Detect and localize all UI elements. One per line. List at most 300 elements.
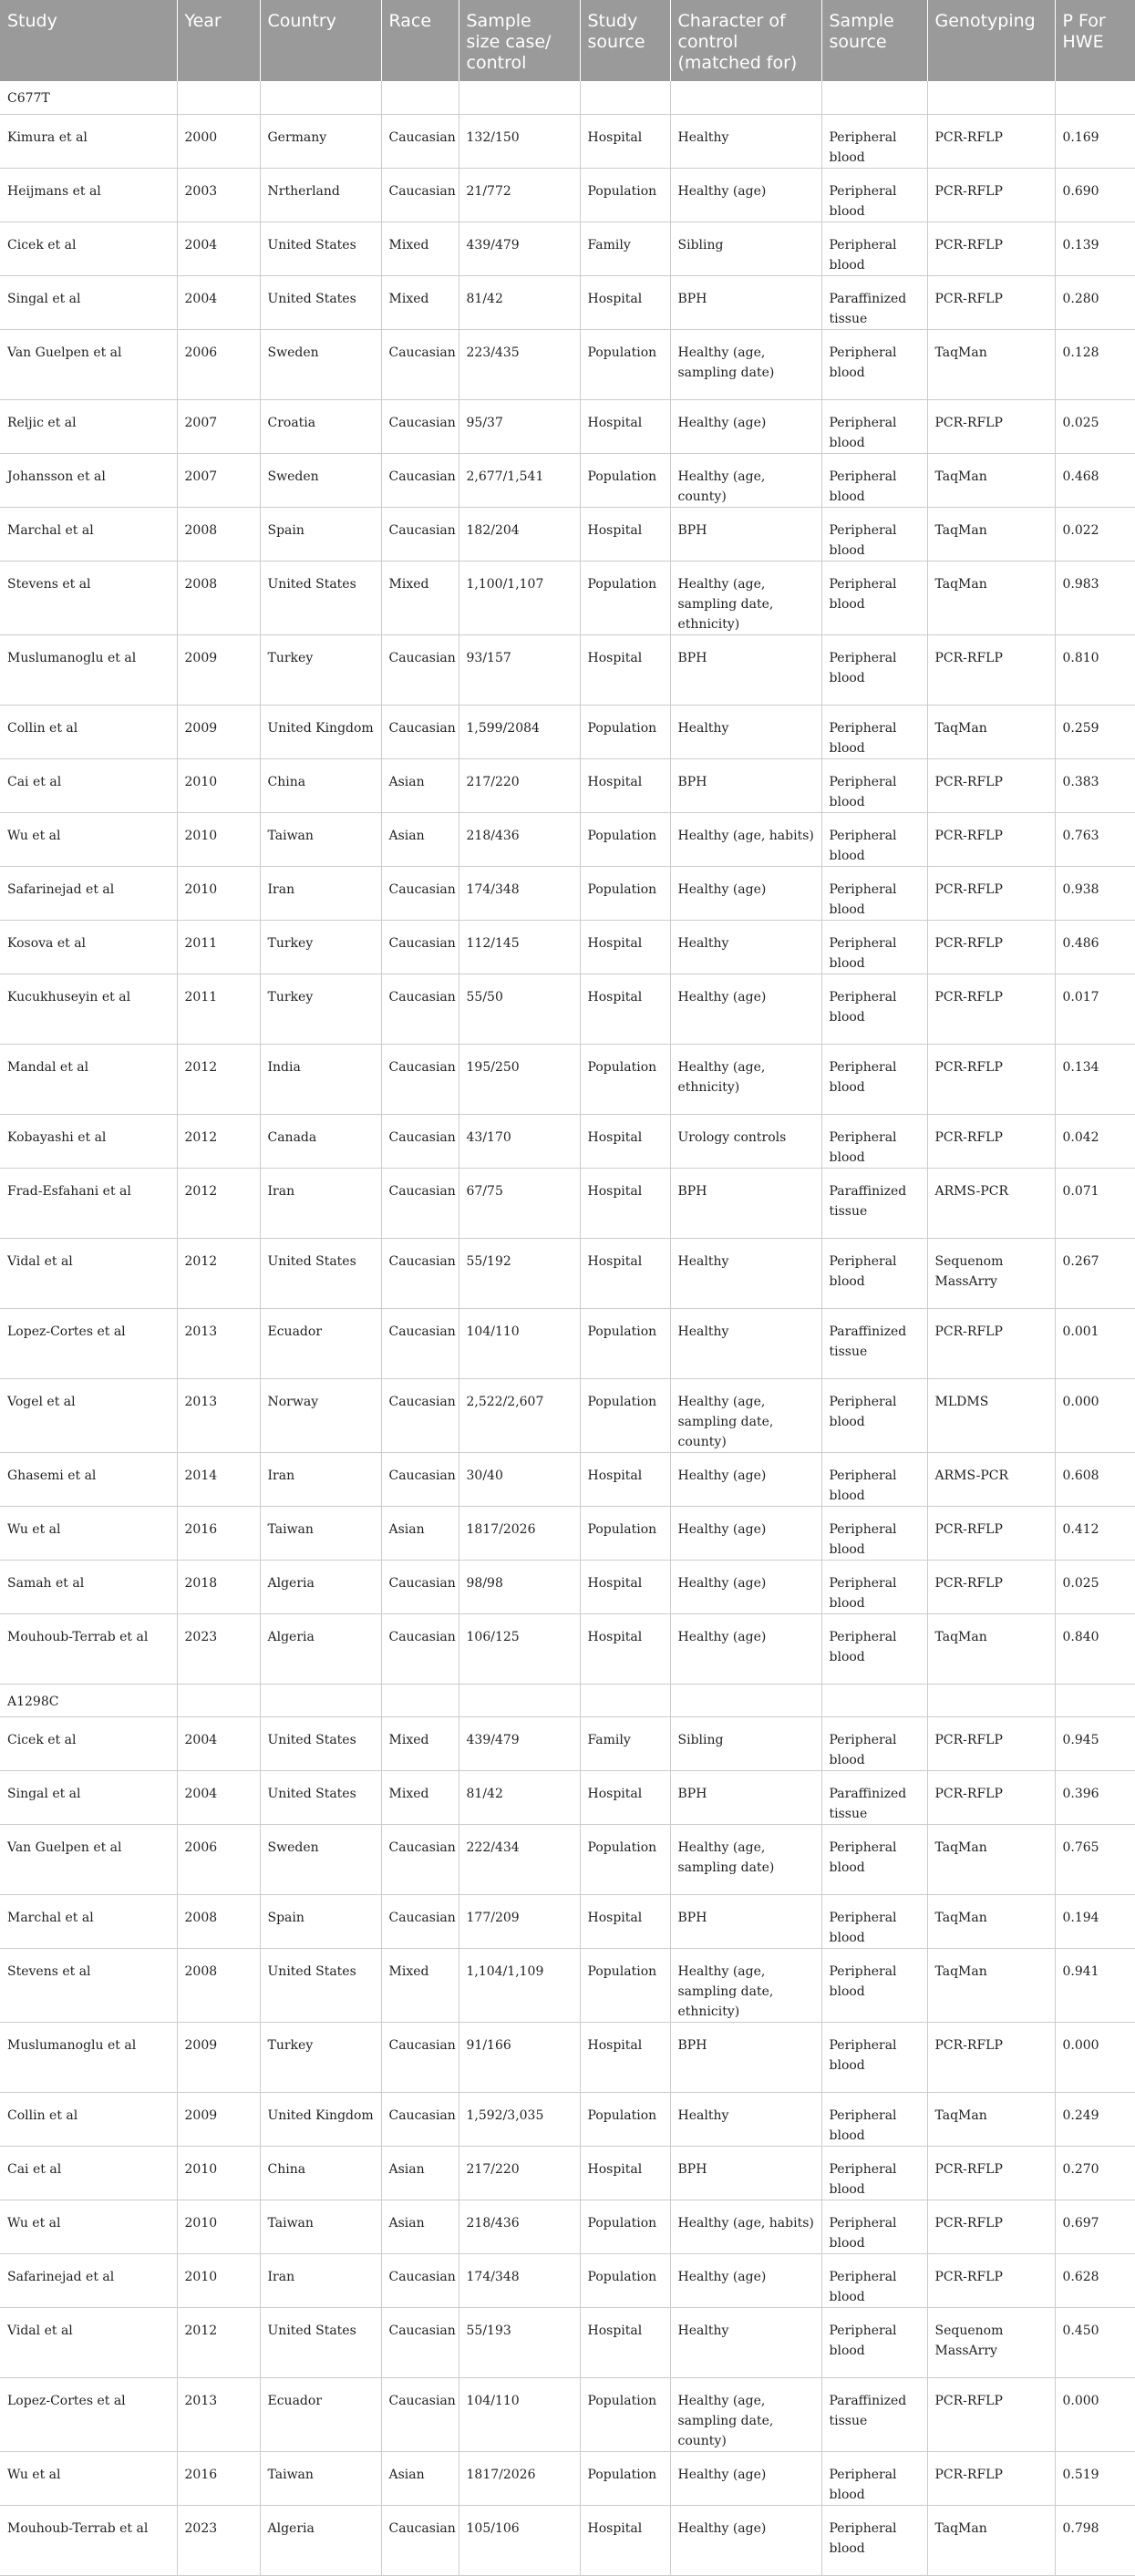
cell-sample-size: 81/42 [459,1770,580,1824]
column-header-genotyping: Genotyping [927,0,1055,81]
cell-sample-size: 174/348 [459,2253,580,2307]
cell-country: Iran [260,2253,381,2307]
table-header [0,0,1135,81]
cell-p-hwe: 0.608 [1055,1452,1135,1506]
cell-race: Caucasian [381,2505,459,2575]
cell-control-character: Healthy (age) [670,974,821,1044]
cell-year: 2007 [177,453,260,507]
cell-control-character: Healthy [670,920,821,974]
cell-race: Asian [381,812,459,866]
cell-p-hwe: 0.194 [1055,1894,1135,1948]
cell-p-hwe: 0.169 [1055,114,1135,168]
cell-race: Asian [381,758,459,812]
cell-country: Turkey [260,2022,381,2092]
cell-genotyping: ARMS-PCR [927,1452,1055,1506]
cell-sample-source: Peripheral blood [821,1378,927,1452]
cell-race: Caucasian [381,1560,459,1613]
cell-sample-size: 195/250 [459,1044,580,1114]
cell-study-source: Hospital [580,1894,670,1948]
cell-sample-size: 55/192 [459,1238,580,1308]
cell-year: 2008 [177,1948,260,2022]
table-row [0,2022,1135,2092]
table-row [0,812,1135,866]
cell-control-character: BPH [670,1894,821,1948]
cell-study-source: Hospital [580,1770,670,1824]
cell-p-hwe: 0.017 [1055,974,1135,1044]
cell-sample-source: Peripheral blood [821,2200,927,2253]
column-header-p-hwe: P For HWE [1055,0,1135,81]
cell-study-source: Population [580,2377,670,2451]
cell-year: 2008 [177,1894,260,1948]
cell-study: Heijmans et al [0,168,177,222]
cell-sample-source: Peripheral blood [821,1114,927,1168]
cell-sample-size: 177/209 [459,1894,580,1948]
cell-study: Marchal et al [0,507,177,561]
cell-study: Van Guelpen et al [0,329,177,399]
cell-year: 2006 [177,329,260,399]
cell-year: 2008 [177,507,260,561]
cell-study: Johansson et al [0,453,177,507]
cell-sample-size: 104/110 [459,1308,580,1378]
cell-country: United Kingdom [260,2092,381,2146]
cell-year: 2004 [177,275,260,329]
cell-control-character: Healthy (age) [670,168,821,222]
cell-sample-source: Peripheral blood [821,329,927,399]
cell-sample-source: Peripheral blood [821,866,927,920]
cell-country: Norway [260,1378,381,1452]
cell-race: Caucasian [381,1044,459,1114]
table-row [0,1114,1135,1168]
cell-year: 2009 [177,705,260,758]
cell-study-source: Hospital [580,2307,670,2377]
cell-genotyping: TaqMan [927,1613,1055,1684]
cell-country: Algeria [260,1613,381,1684]
cell-sample-size: 91/166 [459,2022,580,2092]
cell-sample-size: 439/479 [459,222,580,275]
cell-sample-size: 112/145 [459,920,580,974]
cell-p-hwe: 0.025 [1055,399,1135,453]
cell-study: Wu et al [0,812,177,866]
cell-study-source: Hospital [580,758,670,812]
cell-study-source: Hospital [580,1560,670,1613]
cell-country: Sweden [260,329,381,399]
column-header-sample-size: Sample size case/ control [459,0,580,81]
cell-study: Collin et al [0,2092,177,2146]
cell-control-character: BPH [670,634,821,705]
cell-study-source: Family [580,222,670,275]
cell-p-hwe: 0.396 [1055,1770,1135,1824]
cell-sample-source: Paraffinized tissue [821,1308,927,1378]
cell-p-hwe: 0.798 [1055,2505,1135,2575]
cell-study-source: Population [580,453,670,507]
cell-genotyping: PCR-RFLP [927,1716,1055,1770]
cell-study-source: Hospital [580,399,670,453]
cell-year: 2003 [177,168,260,222]
cell-control-character: Healthy [670,1238,821,1308]
cell-country: United States [260,275,381,329]
table-row [0,1824,1135,1894]
cell-sample-size: 174/348 [459,866,580,920]
cell-country: Iran [260,1168,381,1238]
cell-study: Singal et al [0,275,177,329]
cell-study: Cicek et al [0,1716,177,1770]
cell-control-character: Urology controls [670,1114,821,1168]
cell-control-character: BPH [670,2022,821,2092]
cell-control-character: Healthy [670,2092,821,2146]
cell-p-hwe: 0.025 [1055,1560,1135,1613]
cell-sample-source: Peripheral blood [821,758,927,812]
cell-study: Safarinejad et al [0,2253,177,2307]
cell-sample-size: 1817/2026 [459,2451,580,2505]
table-row [0,222,1135,275]
cell-country: Spain [260,1894,381,1948]
table-row [0,1770,1135,1824]
cell-sample-source: Peripheral blood [821,2092,927,2146]
section-empty-cell [381,1684,459,1716]
cell-study: Kosova et al [0,920,177,974]
cell-genotyping: Sequenom MassArry [927,2307,1055,2377]
table-row [0,1452,1135,1506]
cell-sample-source: Peripheral blood [821,453,927,507]
cell-genotyping: PCR-RFLP [927,2253,1055,2307]
cell-country: Turkey [260,974,381,1044]
cell-year: 2012 [177,1238,260,1308]
table-row [0,974,1135,1044]
cell-sample-source: Peripheral blood [821,920,927,974]
cell-year: 2023 [177,1613,260,1684]
cell-race: Asian [381,2200,459,2253]
cell-genotyping: PCR-RFLP [927,2146,1055,2200]
column-header-sample-source: Sample source [821,0,927,81]
cell-genotyping: TaqMan [927,705,1055,758]
cell-country: Taiwan [260,812,381,866]
cell-study: Samah et al [0,1560,177,1613]
table-row [0,453,1135,507]
table-row [0,561,1135,634]
section-empty-cell [927,81,1055,114]
cell-sample-size: 55/193 [459,2307,580,2377]
cell-p-hwe: 0.519 [1055,2451,1135,2505]
cell-country: Sweden [260,1824,381,1894]
cell-race: Caucasian [381,2253,459,2307]
table-row [0,1948,1135,2022]
cell-p-hwe: 0.412 [1055,1506,1135,1560]
cell-p-hwe: 0.945 [1055,1716,1135,1770]
cell-study-source: Hospital [580,1168,670,1238]
cell-race: Caucasian [381,2022,459,2092]
cell-year: 2008 [177,561,260,634]
cell-sample-size: 55/50 [459,974,580,1044]
cell-country: Taiwan [260,2200,381,2253]
cell-p-hwe: 0.259 [1055,705,1135,758]
cell-year: 2010 [177,866,260,920]
cell-sample-source: Peripheral blood [821,974,927,1044]
cell-genotyping: PCR-RFLP [927,1114,1055,1168]
cell-sample-size: 93/157 [459,634,580,705]
cell-genotyping: MLDMS [927,1378,1055,1452]
cell-country: Taiwan [260,2451,381,2505]
cell-sample-size: 43/170 [459,1114,580,1168]
section-empty-cell [821,81,927,114]
cell-sample-size: 217/220 [459,758,580,812]
cell-control-character: Sibling [670,222,821,275]
cell-control-character: BPH [670,275,821,329]
cell-sample-source: Peripheral blood [821,1560,927,1613]
cell-race: Caucasian [381,705,459,758]
cell-study: Mandal et al [0,1044,177,1114]
cell-study-source: Population [580,1948,670,2022]
cell-sample-size: 98/98 [459,1560,580,1613]
table-row [0,705,1135,758]
cell-genotyping: TaqMan [927,507,1055,561]
cell-country: India [260,1044,381,1114]
column-header-country: Country [260,0,381,81]
cell-race: Asian [381,2146,459,2200]
cell-race: Caucasian [381,1613,459,1684]
cell-sample-source: Peripheral blood [821,1824,927,1894]
cell-p-hwe: 0.001 [1055,1308,1135,1378]
cell-sample-source: Peripheral blood [821,2451,927,2505]
cell-study: Wu et al [0,2451,177,2505]
cell-genotyping: PCR-RFLP [927,2022,1055,2092]
table-row [0,758,1135,812]
cell-p-hwe: 0.840 [1055,1613,1135,1684]
cell-year: 2010 [177,2253,260,2307]
cell-country: United States [260,1948,381,2022]
table-row [0,2146,1135,2200]
cell-study-source: Population [580,561,670,634]
table-row [0,2451,1135,2505]
cell-year: 2004 [177,1770,260,1824]
cell-study: Van Guelpen et al [0,1824,177,1894]
cell-p-hwe: 0.022 [1055,507,1135,561]
table-row [0,2200,1135,2253]
cell-race: Caucasian [381,2377,459,2451]
section-empty-cell [177,1684,260,1716]
cell-race: Mixed [381,1770,459,1824]
cell-p-hwe: 0.042 [1055,1114,1135,1168]
table-row [0,1168,1135,1238]
cell-control-character: Healthy [670,705,821,758]
cell-control-character: BPH [670,507,821,561]
cell-country: Nrtherland [260,168,381,222]
cell-sample-size: 1,100/1,107 [459,561,580,634]
cell-study: Kimura et al [0,114,177,168]
cell-sample-size: 439/479 [459,1716,580,1770]
cell-race: Caucasian [381,1238,459,1308]
section-empty-cell [459,81,580,114]
cell-study: Muslumanoglu et al [0,2022,177,2092]
cell-sample-source: Peripheral blood [821,2022,927,2092]
cell-study: Vidal et al [0,1238,177,1308]
cell-genotyping: PCR-RFLP [927,1506,1055,1560]
cell-genotyping: PCR-RFLP [927,812,1055,866]
cell-genotyping: PCR-RFLP [927,1308,1055,1378]
table-row [0,329,1135,399]
cell-study: Wu et al [0,2200,177,2253]
cell-race: Caucasian [381,974,459,1044]
cell-country: Turkey [260,634,381,705]
cell-study: Mouhoub-Terrab et al [0,1613,177,1684]
cell-country: Germany [260,114,381,168]
cell-year: 2012 [177,1168,260,1238]
cell-study-source: Hospital [580,114,670,168]
cell-control-character: Healthy (age, sampling date, county) [670,1378,821,1452]
cell-control-character: Healthy (age, sampling date, county) [670,2377,821,2451]
cell-year: 2012 [177,1044,260,1114]
cell-control-character: Healthy (age, sampling date, ethnicity) [670,1948,821,2022]
cell-sample-source: Peripheral blood [821,399,927,453]
cell-year: 2012 [177,1114,260,1168]
cell-study: Cicek et al [0,222,177,275]
cell-country: United States [260,1770,381,1824]
cell-year: 2004 [177,222,260,275]
cell-study: Frad-Esfahani et al [0,1168,177,1238]
cell-sample-source: Peripheral blood [821,2307,927,2377]
cell-sample-source: Peripheral blood [821,634,927,705]
section-empty-cell [670,81,821,114]
cell-control-character: Healthy [670,1308,821,1378]
cell-year: 2009 [177,2092,260,2146]
cell-sample-size: 95/37 [459,399,580,453]
table-row [0,1308,1135,1378]
cell-study: Stevens et al [0,561,177,634]
cell-study: Safarinejad et al [0,866,177,920]
cell-study-source: Hospital [580,2146,670,2200]
cell-study-source: Hospital [580,1114,670,1168]
cell-country: Ecuador [260,1308,381,1378]
cell-sample-size: 1,599/2084 [459,705,580,758]
cell-country: Iran [260,1452,381,1506]
table-row [0,399,1135,453]
table-row [0,2253,1135,2307]
cell-study: Marchal et al [0,1894,177,1948]
cell-study-source: Population [580,2200,670,2253]
cell-sample-source: Peripheral blood [821,705,927,758]
table-row [0,2307,1135,2377]
table-row [0,1506,1135,1560]
section-empty-cell [260,81,381,114]
cell-study: Lopez-Cortes et al [0,1308,177,1378]
cell-sample-source: Peripheral blood [821,507,927,561]
cell-study: Vogel et al [0,1378,177,1452]
cell-study: Mouhoub-Terrab et al [0,2505,177,2575]
table-row [0,507,1135,561]
cell-race: Mixed [381,1716,459,1770]
cell-year: 2016 [177,1506,260,1560]
cell-study-source: Population [580,1308,670,1378]
cell-study-source: Hospital [580,275,670,329]
column-header-race: Race [381,0,459,81]
cell-country: China [260,758,381,812]
cell-country: United States [260,1238,381,1308]
cell-control-character: Healthy [670,2307,821,2377]
cell-study-source: Hospital [580,974,670,1044]
cell-country: United Kingdom [260,705,381,758]
cell-sample-source: Peripheral blood [821,2253,927,2307]
cell-genotyping: PCR-RFLP [927,758,1055,812]
cell-control-character: Healthy (age, county) [670,453,821,507]
cell-country: Turkey [260,920,381,974]
table-row [0,634,1135,705]
section-title: A1298C [0,1684,177,1716]
cell-study-source: Hospital [580,920,670,974]
table-row [0,114,1135,168]
cell-genotyping: TaqMan [927,1948,1055,2022]
cell-country: United States [260,222,381,275]
cell-sample-size: 30/40 [459,1452,580,1506]
cell-sample-source: Peripheral blood [821,812,927,866]
cell-study: Lopez-Cortes et al [0,2377,177,2451]
cell-control-character: BPH [670,1770,821,1824]
cell-sample-size: 67/75 [459,1168,580,1238]
cell-country: Iran [260,866,381,920]
cell-sample-size: 222/434 [459,1824,580,1894]
section-empty-cell [670,1684,821,1716]
cell-p-hwe: 0.280 [1055,275,1135,329]
cell-country: Algeria [260,1560,381,1613]
cell-year: 2011 [177,974,260,1044]
cell-p-hwe: 0.765 [1055,1824,1135,1894]
cell-sample-size: 81/42 [459,275,580,329]
cell-year: 2013 [177,2377,260,2451]
table-row [0,275,1135,329]
cell-year: 2016 [177,2451,260,2505]
cell-sample-size: 182/204 [459,507,580,561]
cell-sample-size: 21/772 [459,168,580,222]
cell-year: 2013 [177,1378,260,1452]
cell-sample-size: 105/106 [459,2505,580,2575]
section-empty-cell [1055,81,1135,114]
cell-race: Caucasian [381,453,459,507]
column-header-study-source: Study source [580,0,670,81]
cell-year: 2018 [177,1560,260,1613]
cell-genotyping: TaqMan [927,2092,1055,2146]
cell-country: United States [260,561,381,634]
cell-year: 2006 [177,1824,260,1894]
cell-sample-size: 1817/2026 [459,1506,580,1560]
cell-year: 2009 [177,634,260,705]
cell-p-hwe: 0.249 [1055,2092,1135,2146]
cell-race: Caucasian [381,114,459,168]
section-empty-cell [927,1684,1055,1716]
cell-race: Caucasian [381,1168,459,1238]
cell-p-hwe: 0.128 [1055,329,1135,399]
cell-sample-source: Peripheral blood [821,114,927,168]
cell-control-character: BPH [670,758,821,812]
cell-sample-source: Peripheral blood [821,1506,927,1560]
cell-study-source: Population [580,1824,670,1894]
cell-race: Caucasian [381,1824,459,1894]
cell-sample-size: 104/110 [459,2377,580,2451]
cell-study-source: Hospital [580,1452,670,1506]
cell-country: Canada [260,1114,381,1168]
cell-genotyping: TaqMan [927,2505,1055,2575]
section-empty-cell [381,81,459,114]
cell-country: Algeria [260,2505,381,2575]
cell-year: 2014 [177,1452,260,1506]
cell-p-hwe: 0.267 [1055,1238,1135,1308]
cell-sample-size: 1,592/3,035 [459,2092,580,2146]
table-row [0,1716,1135,1770]
cell-study-source: Population [580,705,670,758]
cell-study-source: Hospital [580,1238,670,1308]
cell-control-character: Healthy (age, sampling date, ethnicity) [670,561,821,634]
cell-p-hwe: 0.270 [1055,2146,1135,2200]
cell-race: Caucasian [381,399,459,453]
cell-race: Caucasian [381,2307,459,2377]
cell-study: Wu et al [0,1506,177,1560]
